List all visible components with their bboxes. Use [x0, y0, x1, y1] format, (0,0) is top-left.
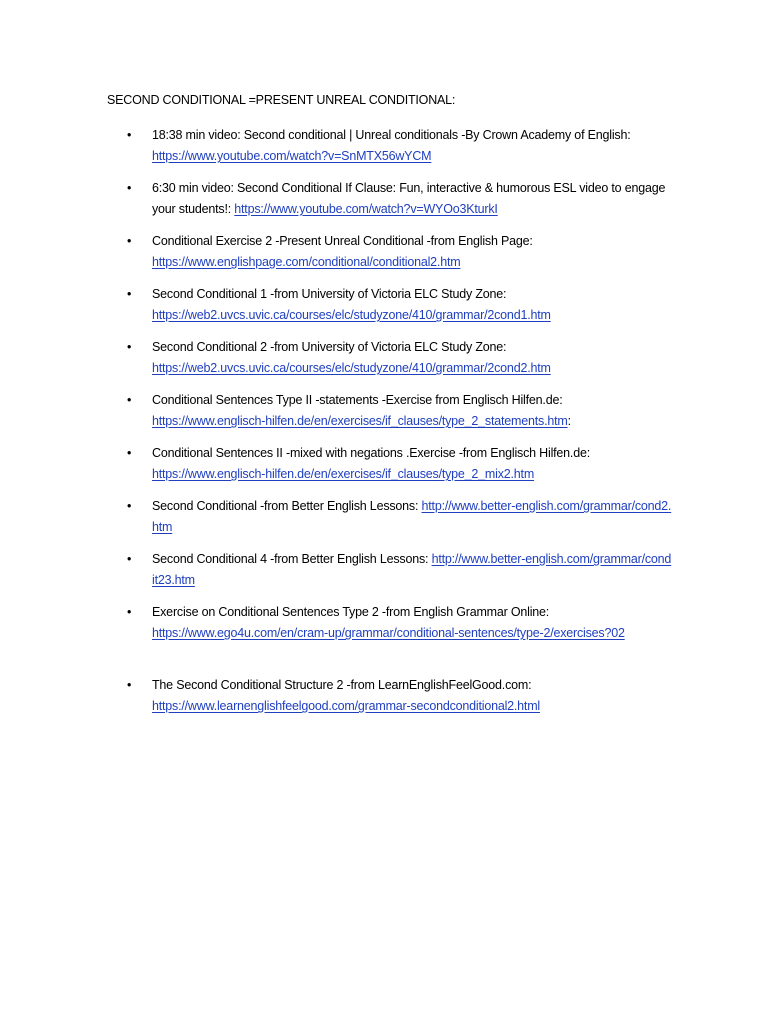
- item-label: Second Conditional 1 -from University of Victoria ELC Study Zone:: [152, 287, 507, 301]
- item-link-suffix: :: [567, 414, 571, 428]
- bullet-icon: •: [127, 499, 132, 513]
- page-heading: SECOND CONDITIONAL =PRESENT UNREAL CONDITIONAL:: [107, 93, 456, 107]
- item-label: Exercise on Conditional Sentences Type 2 -from English Grammar Online:: [152, 605, 550, 619]
- item-link[interactable]: https://www.ego4u.com/en/cram-up/grammar/conditional-sentences/type-2/exercises?02: [152, 626, 625, 640]
- bullet-icon: •: [127, 234, 132, 248]
- bullet-icon: •: [127, 678, 132, 692]
- item-label: Conditional Sentences II -mixed with negations .Exercise -from Englisch Hilfen.de:: [152, 446, 590, 460]
- item-label: Second Conditional 2 -from University of Victoria ELC Study Zone:: [152, 340, 507, 354]
- bullet-icon: •: [127, 552, 132, 566]
- item-link[interactable]: https://www.englishpage.com/conditional/conditional2.htm: [152, 255, 461, 269]
- bullet-icon: •: [127, 128, 132, 142]
- item-link[interactable]: https://web2.uvcs.uvic.ca/courses/elc/studyzone/410/grammar/2cond2.htm: [152, 361, 551, 375]
- item-link[interactable]: http://www.better-english.com/grammar/cond2.htm: [152, 499, 672, 534]
- bullet-icon: •: [127, 446, 132, 460]
- item-label: Conditional Exercise 2 -Present Unreal Conditional -from English Page:: [152, 234, 533, 248]
- item-link[interactable]: https://www.youtube.com/watch?v=SnMTX56wYCM: [152, 149, 432, 163]
- item-label: 18:38 min video: Second conditional | Unreal conditionals -By Crown Academy of English:: [152, 128, 631, 142]
- item-text: [152, 496, 672, 538]
- item-label: Second Conditional -from Better English Lessons:: [152, 499, 419, 513]
- item-link[interactable]: http://www.better-english.com/grammar/condit23.htm: [152, 552, 672, 587]
- bullet-icon: •: [127, 340, 132, 354]
- bullet-icon: •: [127, 605, 132, 619]
- item-text: [152, 549, 672, 591]
- item-label: The Second Conditional Structure 2 -from LearnEnglishFeelGood.com:: [152, 678, 532, 692]
- item-text: [152, 231, 672, 273]
- item-link[interactable]: https://www.learnenglishfeelgood.com/grammar-secondconditional2.html: [152, 699, 540, 713]
- item-text: [152, 337, 672, 379]
- item-text: [152, 675, 672, 717]
- item-link[interactable]: https://www.englisch-hilfen.de/en/exercises/if_clauses/type_2_statements.htm: [152, 414, 568, 428]
- item-link[interactable]: https://www.youtube.com/watch?v=WYOo3KturkI: [234, 202, 498, 216]
- item-text: [152, 284, 672, 326]
- bullet-icon: •: [127, 181, 132, 195]
- item-text: [152, 390, 672, 432]
- item-link[interactable]: https://www.englisch-hilfen.de/en/exercises/if_clauses/type_2_mix2.htm: [152, 467, 535, 481]
- item-label: Conditional Sentences Type II -statements -Exercise from Englisch Hilfen.de:: [152, 393, 563, 407]
- item-label: Second Conditional 4 -from Better English Lessons:: [152, 552, 429, 566]
- item-text: [152, 125, 672, 167]
- item-text: [152, 178, 672, 220]
- bullet-icon: •: [127, 287, 132, 301]
- bullet-icon: •: [127, 393, 132, 407]
- item-link[interactable]: https://web2.uvcs.uvic.ca/courses/elc/studyzone/410/grammar/2cond1.htm: [152, 308, 551, 322]
- item-text: [152, 602, 672, 644]
- item-label: 6:30 min video: Second Conditional If Clause: Fun, interactive & humorous ESL video to engage your students!:: [152, 181, 666, 216]
- item-text: [152, 443, 672, 485]
